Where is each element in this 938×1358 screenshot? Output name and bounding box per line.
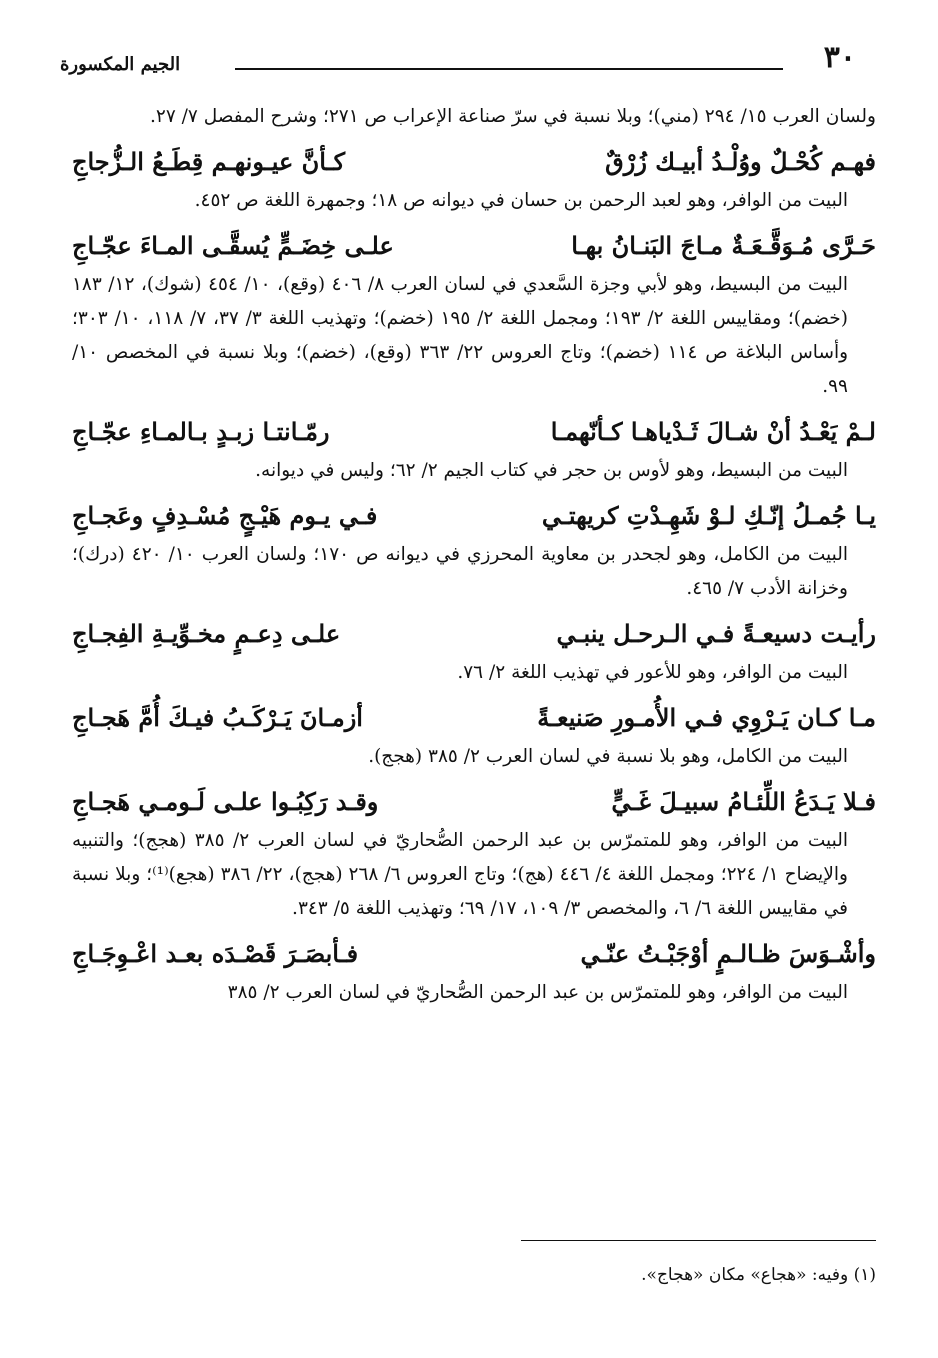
entry-7 [72, 780, 876, 926]
verse-commentary: البيت من الوافر، وهو للمتمرّس بن عبد الرحمن الصُّحاريّ في لسان العرب ٢/ ٣٨٥ (هجج)؛ والتنبيه والإيضاح ١/ ٢٢٤؛ ومجمل اللغة ٤/ ٤٤٦ (هج)؛ وتاج العروس ٦/ ٢٦٨ (هجج)، ٢٢/ ٣٨٦ (هجع)⁽¹⁾؛ وبلا نسبة في مقاييس اللغة ٦/ ٦، والمخصص ٣/ ١٠٩، ١٧/ ٦٩؛ وتهذيب اللغة ٥/ ٣٤٣. [72, 830, 848, 919]
verse-first-hemistich: يـا جُمـلُ إنّـكِ لـوْ شَهِـدْتِ كريهتـي [541, 501, 876, 530]
verse-line [72, 612, 876, 656]
entry-1 [72, 140, 876, 218]
header-rule [235, 68, 783, 70]
running-title: الجيم المكسورة [60, 54, 181, 75]
verse-commentary: البيت من الكامل، وهو بلا نسبة في لسان العرب ٢/ ٣٨٥ (هجج). [368, 746, 848, 767]
verse-first-hemistich: حَـرَّى مُـوَقَّـعَـةٌ مـاجَ البَنـانُ بهـا [571, 231, 876, 260]
entry-2 [72, 224, 876, 404]
verse-second-hemistich: فـأبصَـرَ قَصْـدَه بعـد اعْـوِجَـاجِ [72, 939, 359, 968]
entry-3 [72, 410, 876, 488]
page-header [60, 40, 878, 80]
page-body [72, 100, 876, 1016]
verse-line [72, 696, 876, 740]
verse-second-hemistich: فـي يـوم هَيْـجٍ مُسْـدِفٍ وعَجـاجِ [72, 501, 378, 530]
entry-8 [72, 932, 876, 1010]
verse-second-hemistich: أزمـانَ يَـرْكَـبُ فيـكَ أُمَّ هَجـاجِ [72, 703, 363, 732]
verse-first-hemistich: وأشْـوَسَ ظـالـمٍ أوْجَبْـتُ عنّـي [580, 939, 876, 968]
verse-second-hemistich: رمّـانتـا زبـدٍ بـالمـاءِ عجّـاجِ [72, 417, 330, 446]
intro-paragraph: ولسان العرب ١٥/ ٢٩٤ (مني)؛ وبلا نسبة في سرّ صناعة الإعراب ص ٢٧١؛ وشرح المفصل ٧/ ٢٧. [150, 106, 876, 127]
verse-first-hemistich: فهـم كُحْـلٌ ووُلْـدُ أبيـك زُرْقٌ [605, 147, 876, 176]
verse-line [72, 224, 876, 268]
verse-commentary: البيت من الوافر، وهو للمتمرّس بن عبد الرحمن الصُّحاريّ في لسان العرب ٢/ ٣٨٥ [227, 982, 848, 1003]
footnote-rule [521, 1240, 876, 1241]
verse-line [72, 140, 876, 184]
verse-line [72, 494, 876, 538]
verse-commentary: البيت من الوافر، وهو للأعور في تهذيب اللغة ٢/ ٧٦. [457, 662, 848, 683]
entry-5 [72, 612, 876, 690]
verse-commentary: البيت من الوافر، وهو لعبد الرحمن بن حسان في ديوانه ص ١٨؛ وجمهرة اللغة ص ٤٥٢. [194, 190, 848, 211]
page-number: ٣٠ [823, 40, 856, 75]
verse-second-hemistich: كـأنَّ عيـونهـم قِطَـعُ الـزُّجاجِ [72, 147, 346, 176]
verse-commentary: البيت من البسيط، وهو لأبي وجزة السَّعدي في لسان العرب ٨/ ٤٠٦ (وقع)، ١٠/ ٤٥٤ (شوك)، ١٢/ ١٨٣ (خضم)؛ ومقاييس اللغة ٢/ ١٩٣؛ ومجمل اللغة ٢/ ١٩٥ (خضم)؛ وتهذيب اللغة ٣/ ٣٧، ٧/ ١١٨، ١٠/ ٣٠٣؛ وأساس البلاغة ص ١١٤ (خضم)؛ وتاج العروس ٢٢/ ٣٦٣ (وقع)، (خضم)؛ وبلا نسبة في المخصص ١٠/ ٩٩. [72, 274, 849, 397]
verse-first-hemistich: فـلا يَـدَعُ اللِّئـامُ سبيـلَ غَـيٍّ [611, 787, 876, 816]
verse-second-hemistich: وقـد رَكِبُـوا علـى لَـومـي هَجـاجِ [72, 787, 379, 816]
entry-4 [72, 494, 876, 606]
footnote: (١) وفيه: «هجاع» مكان «هجاج». [641, 1265, 876, 1285]
verse-first-hemistich: رأيـت دسيعـةً فـي الـرحـل ينبـي [556, 619, 876, 648]
verse-first-hemistich: مـا كـان يَـرْوِي فـي الأُمـورِ صَنيعـةً [537, 703, 876, 732]
verse-second-hemistich: علـى خِضَـمٍّ يُسقَّـى المـاءَ عجّـاجِ [72, 231, 394, 260]
entry-6 [72, 696, 876, 774]
verse-commentary: البيت من الكامل، وهو لجحدر بن معاوية المحرزي في ديوانه ص ١٧٠؛ ولسان العرب ١٠/ ٤٢٠ (درك)؛ وخزانة الأدب ٧/ ٤٦٥. [72, 544, 848, 599]
verse-commentary: البيت من البسيط، وهو لأوس بن حجر في كتاب الجيم ٢/ ٦٢؛ وليس في ديوانه. [255, 460, 848, 481]
verse-line [72, 780, 876, 824]
verse-line [72, 932, 876, 976]
verse-second-hemistich: علـى دِعـمٍ مخـوِّيـةِ الفِجـاجِ [72, 619, 341, 648]
verse-first-hemistich: لـمْ يَعْـدُ أنْ شـالَ ثَـدْياهـا كـأنّهمـا [550, 417, 876, 446]
verse-line [72, 410, 876, 454]
